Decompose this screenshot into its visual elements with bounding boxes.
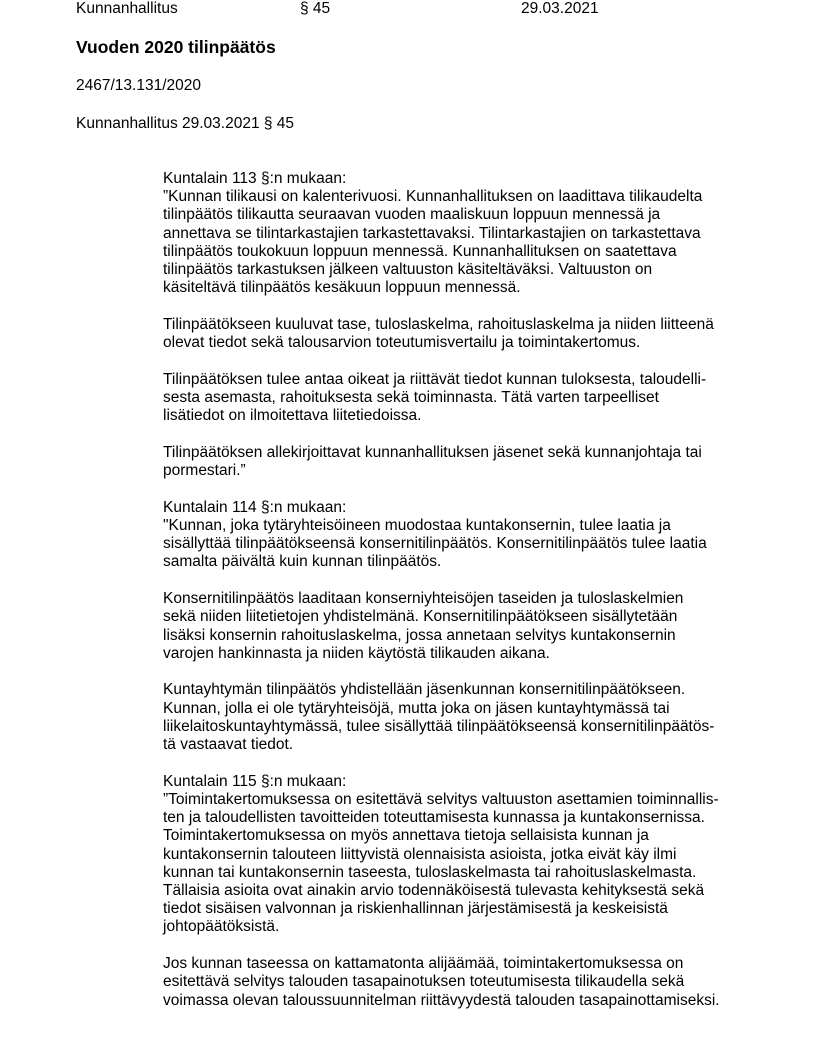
paragraph bbox=[163, 773, 763, 937]
text-line: voimassa olevan taloussuunnitelman riittävyydestä talouden tasapainottamiseksi. bbox=[163, 991, 720, 1009]
text-line: Tällaisia asioita ovat ainakin arvio todennäköisestä tulevasta kehityksestä sekä bbox=[163, 882, 705, 899]
text-line: Kuntalain 113 §:n mukaan: bbox=[163, 170, 347, 187]
text-line: kuntakonsernin talouteen liittyvistä olennaisista asioista, jotka eivät käy ilmi bbox=[163, 845, 677, 863]
text-line: Jos kunnan taseessa on kattamatonta alijäämää, toimintakertomuksessa on bbox=[163, 955, 684, 973]
text-line: olevat tiedot sekä talousarvion toteutumisvertailu ja toimintakertomus. bbox=[163, 334, 641, 352]
text-line: ”Kunnan tilikausi on kalenterivuosi. Kunnanhallituksen on laadittava tilikaudelta bbox=[163, 188, 703, 206]
text-line: pormestari.” bbox=[163, 462, 246, 480]
text-line: ”Toimintakertomuksessa on esitettävä selvitys valtuuston asettamien toiminnallis- bbox=[163, 790, 719, 808]
text-line: Toimintakertomuksessa on myös annettava tietoja sellaisista kunnan ja bbox=[163, 827, 649, 845]
text-line: ten ja taloudellisten tavoitteiden toteuttamisesta kunnassa ja kuntakonsernissa. bbox=[163, 809, 705, 827]
text-line: varojen hankinnasta ja niiden käytöstä tilikauden aikana. bbox=[163, 644, 550, 662]
text-line: lisäksi konsernin rahoituslaskelma, jossa annetaan selvitys kuntakonsernin bbox=[163, 626, 676, 644]
text-line: käsiteltävä tilinpäätös kesäkuun loppuun mennessä. bbox=[163, 279, 521, 297]
text-line: samalta päivältä kuin kunnan tilinpäätös. bbox=[163, 553, 442, 571]
text-line: kunnan tai kuntakonsernin taseesta, tuloslaskelmasta tai rahoituslaskelmasta. bbox=[163, 863, 697, 881]
text-line: tilinpäätös tilikautta seuraavan vuoden maaliskuun loppuun mennessä ja bbox=[163, 206, 661, 224]
text-line: lisätiedot on ilmoitettava liitetiedoissa. bbox=[163, 407, 422, 425]
header-body-name: Kunnanhallitus bbox=[76, 0, 178, 17]
text-line: johtopäätöksistä. bbox=[163, 918, 280, 936]
text-line: liikelaitoskuntayhtymässä, tulee sisällyttää tilinpäätökseensä konsernitilinpäätös- bbox=[163, 717, 715, 735]
text-line: Kuntalain 115 §:n mukaan: bbox=[163, 772, 347, 790]
text-line: tiedot sisäisen valvonnan ja riskienhallinnan järjestämisestä ja keskeisistä bbox=[163, 900, 668, 918]
header-date: 29.03.2021 bbox=[521, 0, 599, 17]
text-line: Kuntayhtymän tilinpäätös yhdistellään jäsenkunnan konsernitilinpäätökseen. bbox=[163, 681, 686, 699]
text-line: annettava se tilintarkastajien tarkastettavaksi. Tilintarkastajien on tarkastettava bbox=[163, 224, 701, 242]
text-line: sekä niiden liitetietojen yhdistelmänä. Konsernitilinpäätökseen sisällytetään bbox=[163, 608, 678, 626]
text-line: Konsernitilinpäätös laaditaan konserniyhteisöjen taseiden ja tuloslaskelmien bbox=[163, 590, 684, 608]
paragraph bbox=[163, 955, 763, 1010]
text-line: esitettävä selvitys talouden tasapainotuksen toteutumisesta tilikaudella sekä bbox=[163, 973, 685, 991]
text-line: Tilinpäätöksen allekirjoittavat kunnanhallituksen jäsenet sekä kunnanjohtaja tai bbox=[163, 443, 702, 461]
paragraph bbox=[163, 444, 763, 480]
header-section: § 45 bbox=[300, 0, 331, 17]
text-line: Kuntalain 114 §:n mukaan: bbox=[163, 498, 347, 516]
paragraph bbox=[163, 499, 763, 572]
text-line: sisällyttää tilinpäätökseensä konsernitilinpäätös. Konsernitilinpäätös tulee laatia bbox=[163, 535, 707, 553]
paragraph bbox=[163, 681, 763, 754]
meeting-reference: Kunnanhallitus 29.03.2021 § 45 bbox=[76, 115, 295, 132]
text-line: Tilinpäätöksen tulee antaa oikeat ja riittävät tiedot kunnan tuloksesta, taloudelli- bbox=[163, 370, 707, 388]
paragraph bbox=[163, 371, 763, 426]
paragraph bbox=[163, 316, 763, 352]
document-title: Vuoden 2020 tilinpäätös bbox=[76, 37, 276, 57]
text-line: sesta asemasta, rahoituksesta sekä toiminnasta. Tätä varten tarpeelliset bbox=[163, 389, 659, 407]
record-id: 2467/13.131/2020 bbox=[76, 77, 201, 94]
text-line: "Kunnan, joka tytäryhteisöineen muodostaa kuntakonsernin, tulee laatia ja bbox=[163, 517, 671, 535]
paragraph bbox=[163, 170, 763, 297]
text-line: tilinpäätös toukokuun loppuun mennessä. Kunnanhallituksen on saatettava bbox=[163, 242, 677, 260]
text-line: tä vastaavat tiedot. bbox=[163, 736, 294, 754]
text-line: Kunnan, jolla ei ole tytäryhteisöjä, mutta joka on jäsen kuntayhtymässä tai bbox=[163, 699, 670, 717]
text-line: tilinpäätös tarkastuksen jälkeen valtuuston käsiteltäväksi. Valtuuston on bbox=[163, 261, 653, 279]
text-line: Tilinpäätökseen kuuluvat tase, tuloslaskelma, rahoituslaskelma ja niiden liitteenä bbox=[163, 315, 714, 333]
paragraph bbox=[163, 590, 763, 663]
document-body bbox=[163, 170, 763, 1028]
